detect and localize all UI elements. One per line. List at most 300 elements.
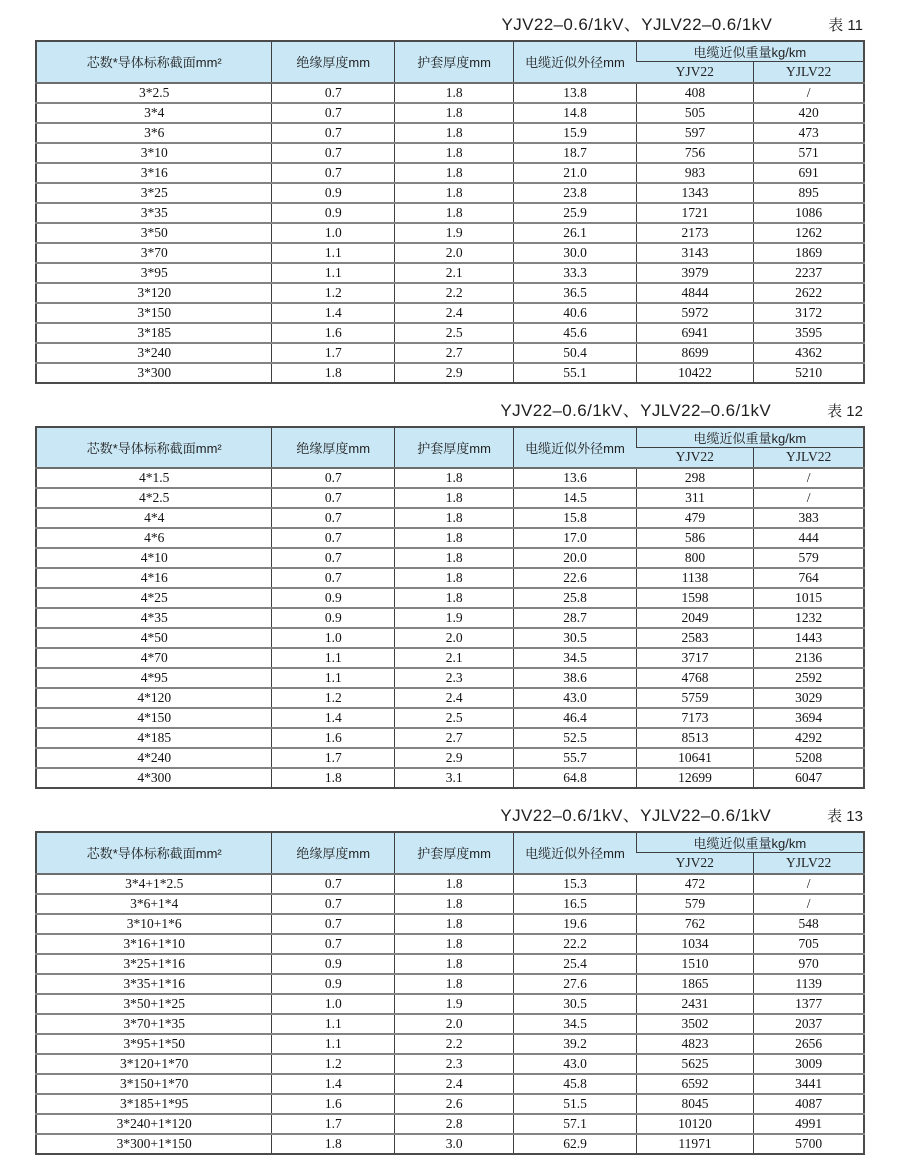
table-block-12 xyxy=(35,396,865,790)
header-weight-yjv22: YJV22 xyxy=(636,853,754,874)
cell: 30.5 xyxy=(514,994,637,1014)
cell: 23.8 xyxy=(514,183,637,203)
cell: 4*4 xyxy=(36,508,272,528)
cell: 2.2 xyxy=(395,1034,514,1054)
cell: 705 xyxy=(754,934,864,954)
cell: 1.0 xyxy=(272,994,395,1014)
cell: 764 xyxy=(754,568,864,588)
cell: 1.7 xyxy=(272,343,395,363)
table-row xyxy=(36,83,864,103)
cell: 5700 xyxy=(754,1134,864,1154)
cell: 27.6 xyxy=(514,974,637,994)
cell: 3*50+1*25 xyxy=(36,994,272,1014)
cell: 3*6 xyxy=(36,123,272,143)
cell: 34.5 xyxy=(514,1014,637,1034)
table-row xyxy=(36,608,864,628)
cell: 1.8 xyxy=(395,508,514,528)
cell: 3*2.5 xyxy=(36,83,272,103)
header-core-spec: 芯数*导体标称截面mm² xyxy=(36,832,272,874)
cell: 3*120+1*70 xyxy=(36,1054,272,1074)
table-row xyxy=(36,974,864,994)
cell: 2136 xyxy=(754,648,864,668)
cell: 1.2 xyxy=(272,1054,395,1074)
cell: 4*150 xyxy=(36,708,272,728)
cell: 14.8 xyxy=(514,103,637,123)
cell: 3*185+1*95 xyxy=(36,1094,272,1114)
cell: 3*300 xyxy=(36,363,272,383)
cell: 3*4 xyxy=(36,103,272,123)
cell: 3009 xyxy=(754,1054,864,1074)
cell: 579 xyxy=(754,548,864,568)
table-row xyxy=(36,708,864,728)
cell: 1.8 xyxy=(395,974,514,994)
cell: 8045 xyxy=(636,1094,754,1114)
table-row xyxy=(36,1054,864,1074)
header-weight-group: 电缆近似重量kg/km xyxy=(636,427,864,448)
cell: 46.4 xyxy=(514,708,637,728)
cell: 4*300 xyxy=(36,768,272,788)
cell: 64.8 xyxy=(514,768,637,788)
cell: 0.9 xyxy=(272,588,395,608)
table-row xyxy=(36,914,864,934)
cell: 444 xyxy=(754,528,864,548)
table-row xyxy=(36,548,864,568)
table-title: YJV22–0.6/1kV、YJLV22–0.6/1kV xyxy=(500,806,772,825)
table-row xyxy=(36,243,864,263)
cell: 1.1 xyxy=(272,668,395,688)
cell: 2.0 xyxy=(395,1014,514,1034)
cell: 895 xyxy=(754,183,864,203)
cell: 4*120 xyxy=(36,688,272,708)
cell: 2.9 xyxy=(395,748,514,768)
header-core-spec: 芯数*导体标称截面mm² xyxy=(36,427,272,469)
cell: 3.1 xyxy=(395,768,514,788)
cell: 0.7 xyxy=(272,508,395,528)
cell: 36.5 xyxy=(514,283,637,303)
cell: 1.8 xyxy=(395,143,514,163)
cell: 18.7 xyxy=(514,143,637,163)
cell: 3*150+1*70 xyxy=(36,1074,272,1094)
cell: 45.6 xyxy=(514,323,637,343)
cell: 1.8 xyxy=(272,363,395,383)
table-row xyxy=(36,303,864,323)
cell: 45.8 xyxy=(514,1074,637,1094)
cell: 4*50 xyxy=(36,628,272,648)
cell: 39.2 xyxy=(514,1034,637,1054)
cell: 13.6 xyxy=(514,468,637,488)
table-number: 表 13 xyxy=(827,808,863,825)
cell: 1.8 xyxy=(395,894,514,914)
cell: / xyxy=(754,894,864,914)
cell: 55.7 xyxy=(514,748,637,768)
cell: 579 xyxy=(636,894,754,914)
cell: 2.1 xyxy=(395,263,514,283)
cell: 8699 xyxy=(636,343,754,363)
cell: 1.6 xyxy=(272,728,395,748)
header-insulation-thickness: 绝缘厚度mm xyxy=(272,427,395,469)
cell: 0.7 xyxy=(272,488,395,508)
cell: 4*95 xyxy=(36,668,272,688)
header-outer-diameter: 电缆近似外径mm xyxy=(514,832,637,874)
cell: 0.7 xyxy=(272,468,395,488)
table-body xyxy=(36,83,864,383)
cell: 2.1 xyxy=(395,648,514,668)
cell: 2592 xyxy=(754,668,864,688)
cell: 55.1 xyxy=(514,363,637,383)
cell: 3*50 xyxy=(36,223,272,243)
cell: 3*300+1*150 xyxy=(36,1134,272,1154)
cell: 1.8 xyxy=(395,203,514,223)
cell: 1.8 xyxy=(395,103,514,123)
cell: 2.3 xyxy=(395,668,514,688)
cell: 14.5 xyxy=(514,488,637,508)
table-row xyxy=(36,323,864,343)
table-row xyxy=(36,1074,864,1094)
cell: 2.4 xyxy=(395,688,514,708)
cell: 25.9 xyxy=(514,203,637,223)
cell: 4991 xyxy=(754,1114,864,1134)
cell: 3*150 xyxy=(36,303,272,323)
cell: 62.9 xyxy=(514,1134,637,1154)
cell: 4*185 xyxy=(36,728,272,748)
cell: 1.1 xyxy=(272,1014,395,1034)
cell: 3*240 xyxy=(36,343,272,363)
cell: 3*185 xyxy=(36,323,272,343)
cell: 10422 xyxy=(636,363,754,383)
cell: 5210 xyxy=(754,363,864,383)
cell: 40.6 xyxy=(514,303,637,323)
cell: 43.0 xyxy=(514,1054,637,1074)
cell: 2.7 xyxy=(395,728,514,748)
cell: 19.6 xyxy=(514,914,637,934)
cell: 5972 xyxy=(636,303,754,323)
cell: 2.9 xyxy=(395,363,514,383)
cell: / xyxy=(754,488,864,508)
cell: 2622 xyxy=(754,283,864,303)
cell: 2173 xyxy=(636,223,754,243)
cell: 597 xyxy=(636,123,754,143)
table-row xyxy=(36,103,864,123)
table-12-caption xyxy=(35,396,865,418)
table-row xyxy=(36,994,864,1014)
cell: 2.5 xyxy=(395,323,514,343)
cell: 0.7 xyxy=(272,934,395,954)
cell: 2.5 xyxy=(395,708,514,728)
table-row xyxy=(36,894,864,914)
cell: 15.9 xyxy=(514,123,637,143)
cell: 0.7 xyxy=(272,548,395,568)
cell: 2.6 xyxy=(395,1094,514,1114)
cell: 2583 xyxy=(636,628,754,648)
cell: 38.6 xyxy=(514,668,637,688)
table-body xyxy=(36,874,864,1154)
cell: 0.7 xyxy=(272,894,395,914)
cell: 2.2 xyxy=(395,283,514,303)
cell: 762 xyxy=(636,914,754,934)
table-row xyxy=(36,668,864,688)
cell: 3.0 xyxy=(395,1134,514,1154)
cell: 800 xyxy=(636,548,754,568)
cell: 4*35 xyxy=(36,608,272,628)
table-row xyxy=(36,568,864,588)
cell: 0.7 xyxy=(272,103,395,123)
cell: 1.0 xyxy=(272,223,395,243)
cell: 420 xyxy=(754,103,864,123)
cell: 1.8 xyxy=(395,163,514,183)
cell: 691 xyxy=(754,163,864,183)
cell: 0.7 xyxy=(272,83,395,103)
cell: 3*4+1*2.5 xyxy=(36,874,272,894)
cell: 3*95+1*50 xyxy=(36,1034,272,1054)
cell: 5759 xyxy=(636,688,754,708)
table-11-caption xyxy=(35,10,865,32)
cell: 3*6+1*4 xyxy=(36,894,272,914)
cell: 4292 xyxy=(754,728,864,748)
table-row xyxy=(36,874,864,894)
cell: 1.1 xyxy=(272,648,395,668)
header-outer-diameter: 电缆近似外径mm xyxy=(514,41,637,83)
cell: 3*240+1*120 xyxy=(36,1114,272,1134)
cell: 5625 xyxy=(636,1054,754,1074)
cell: 1.8 xyxy=(395,528,514,548)
cell: 1.1 xyxy=(272,1034,395,1054)
cell: 3979 xyxy=(636,263,754,283)
cell: 3143 xyxy=(636,243,754,263)
cell: 0.9 xyxy=(272,954,395,974)
cell: 1.2 xyxy=(272,688,395,708)
cell: 3*35+1*16 xyxy=(36,974,272,994)
cell: 586 xyxy=(636,528,754,548)
cell: 6592 xyxy=(636,1074,754,1094)
cell: 1.4 xyxy=(272,708,395,728)
cell: 15.8 xyxy=(514,508,637,528)
table-row xyxy=(36,648,864,668)
cell: 1139 xyxy=(754,974,864,994)
cell: 756 xyxy=(636,143,754,163)
cell: 383 xyxy=(754,508,864,528)
cell: 3*120 xyxy=(36,283,272,303)
cell: 20.0 xyxy=(514,548,637,568)
cell: 1.8 xyxy=(395,934,514,954)
cell: 21.0 xyxy=(514,163,637,183)
cell: 0.7 xyxy=(272,528,395,548)
cell: 1721 xyxy=(636,203,754,223)
cell: / xyxy=(754,468,864,488)
cell: 4*25 xyxy=(36,588,272,608)
cell: 1.8 xyxy=(395,588,514,608)
cell: 4823 xyxy=(636,1034,754,1054)
cell: 3694 xyxy=(754,708,864,728)
header-weight-yjlv22: YJLV22 xyxy=(754,62,864,83)
cell: 3172 xyxy=(754,303,864,323)
cell: 1.8 xyxy=(395,914,514,934)
cell: 1.8 xyxy=(395,954,514,974)
cell: 1.1 xyxy=(272,243,395,263)
table-number: 表 12 xyxy=(827,402,863,420)
table-row xyxy=(36,1094,864,1114)
table-block-11 xyxy=(35,10,865,384)
cell: 8513 xyxy=(636,728,754,748)
cell: 3*10+1*6 xyxy=(36,914,272,934)
cell: 1.4 xyxy=(272,303,395,323)
cell: 3717 xyxy=(636,648,754,668)
cell: 22.6 xyxy=(514,568,637,588)
cell: 2.0 xyxy=(395,243,514,263)
cell: 26.1 xyxy=(514,223,637,243)
cell: 0.9 xyxy=(272,183,395,203)
cell: 4*1.5 xyxy=(36,468,272,488)
cell: 1034 xyxy=(636,934,754,954)
cell: 22.2 xyxy=(514,934,637,954)
cell: 6047 xyxy=(754,768,864,788)
cell: 3502 xyxy=(636,1014,754,1034)
cell: 1.2 xyxy=(272,283,395,303)
table-row xyxy=(36,1034,864,1054)
cell: 1510 xyxy=(636,954,754,974)
cell: 1.4 xyxy=(272,1074,395,1094)
cell: 52.5 xyxy=(514,728,637,748)
cell: 2656 xyxy=(754,1034,864,1054)
cell: 4*10 xyxy=(36,548,272,568)
cell: 43.0 xyxy=(514,688,637,708)
cell: 3*70 xyxy=(36,243,272,263)
table-row xyxy=(36,688,864,708)
cell: 1232 xyxy=(754,608,864,628)
cell: 1377 xyxy=(754,994,864,1014)
header-weight-group: 电缆近似重量kg/km xyxy=(636,832,864,853)
cell: 4*16 xyxy=(36,568,272,588)
cell: 1262 xyxy=(754,223,864,243)
cell: 25.8 xyxy=(514,588,637,608)
cell: 1.1 xyxy=(272,263,395,283)
header-outer-diameter: 电缆近似外径mm xyxy=(514,427,637,469)
header-weight-yjv22: YJV22 xyxy=(636,62,754,83)
cell: 4768 xyxy=(636,668,754,688)
table-row xyxy=(36,363,864,383)
cell: 12699 xyxy=(636,768,754,788)
cell: 0.7 xyxy=(272,874,395,894)
cell: 13.8 xyxy=(514,83,637,103)
table-title: YJV22–0.6/1kV、YJLV22–0.6/1kV xyxy=(500,400,772,420)
cell: 28.7 xyxy=(514,608,637,628)
cell: 1343 xyxy=(636,183,754,203)
cell: 7173 xyxy=(636,708,754,728)
table-13-caption xyxy=(35,801,865,823)
header-weight-group: 电缆近似重量kg/km xyxy=(636,41,864,62)
cell: 15.3 xyxy=(514,874,637,894)
cell: 6941 xyxy=(636,323,754,343)
cell: 0.7 xyxy=(272,143,395,163)
cell: 1598 xyxy=(636,588,754,608)
cell: 1086 xyxy=(754,203,864,223)
cell: 298 xyxy=(636,468,754,488)
cell: 10641 xyxy=(636,748,754,768)
cell: 408 xyxy=(636,83,754,103)
cell: 4*70 xyxy=(36,648,272,668)
cell: 1138 xyxy=(636,568,754,588)
table-body xyxy=(36,468,864,788)
cell: 10120 xyxy=(636,1114,754,1134)
cell: 3029 xyxy=(754,688,864,708)
table-row xyxy=(36,1134,864,1154)
cable-spec-table-13 xyxy=(35,831,865,1155)
cable-spec-table-12 xyxy=(35,426,865,790)
table-row xyxy=(36,628,864,648)
cell: 3*16+1*10 xyxy=(36,934,272,954)
table-row xyxy=(36,143,864,163)
cell: 0.9 xyxy=(272,974,395,994)
cell: 1.8 xyxy=(272,1134,395,1154)
cell: 1.8 xyxy=(395,83,514,103)
header-insulation-thickness: 绝缘厚度mm xyxy=(272,41,395,83)
cell: 1.8 xyxy=(395,183,514,203)
cable-spec-table-11 xyxy=(35,40,865,384)
cell: 50.4 xyxy=(514,343,637,363)
cell: 3*35 xyxy=(36,203,272,223)
header-sheath-thickness: 护套厚度mm xyxy=(395,427,514,469)
cell: 505 xyxy=(636,103,754,123)
cell: 1015 xyxy=(754,588,864,608)
cell: 3441 xyxy=(754,1074,864,1094)
cell: 0.7 xyxy=(272,914,395,934)
cell: 4*2.5 xyxy=(36,488,272,508)
table-number: 表 11 xyxy=(828,17,863,34)
header-weight-yjv22: YJV22 xyxy=(636,447,754,468)
table-title: YJV22–0.6/1kV、YJLV22–0.6/1kV xyxy=(501,15,773,34)
table-row xyxy=(36,343,864,363)
cell: 3*10 xyxy=(36,143,272,163)
cell: 5208 xyxy=(754,748,864,768)
header-core-spec: 芯数*导体标称截面mm² xyxy=(36,41,272,83)
table-row xyxy=(36,934,864,954)
cell: 16.5 xyxy=(514,894,637,914)
cell: 3*95 xyxy=(36,263,272,283)
cell: 4*240 xyxy=(36,748,272,768)
table-row xyxy=(36,508,864,528)
table-row xyxy=(36,588,864,608)
table-row xyxy=(36,123,864,143)
cell: 30.5 xyxy=(514,628,637,648)
table-row xyxy=(36,1014,864,1034)
cell: 2.0 xyxy=(395,628,514,648)
cell: 2237 xyxy=(754,263,864,283)
cell: / xyxy=(754,874,864,894)
cell: 1.8 xyxy=(395,123,514,143)
header-weight-yjlv22: YJLV22 xyxy=(754,447,864,468)
cell: 472 xyxy=(636,874,754,894)
cell: 3*16 xyxy=(36,163,272,183)
cell: 0.9 xyxy=(272,203,395,223)
table-row xyxy=(36,728,864,748)
cell: 3*25+1*16 xyxy=(36,954,272,974)
cell: / xyxy=(754,83,864,103)
cell: 479 xyxy=(636,508,754,528)
cell: 17.0 xyxy=(514,528,637,548)
table-row xyxy=(36,163,864,183)
table-row xyxy=(36,748,864,768)
cell: 1.7 xyxy=(272,748,395,768)
cell: 1869 xyxy=(754,243,864,263)
cell: 1.8 xyxy=(395,568,514,588)
table-row xyxy=(36,768,864,788)
table-row xyxy=(36,223,864,243)
table-row xyxy=(36,954,864,974)
cell: 1.8 xyxy=(395,874,514,894)
cell: 548 xyxy=(754,914,864,934)
cell: 34.5 xyxy=(514,648,637,668)
cell: 473 xyxy=(754,123,864,143)
cell: 1.9 xyxy=(395,608,514,628)
